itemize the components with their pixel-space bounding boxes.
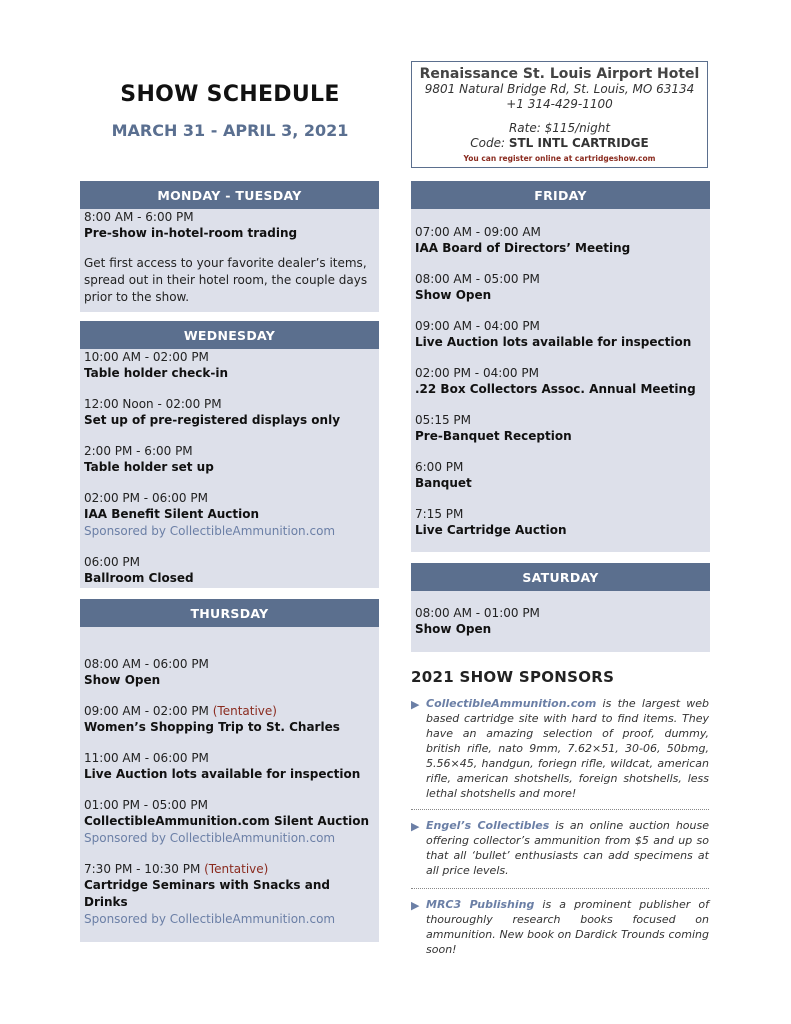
event-name: IAA Board of Directors’ Meeting [415, 241, 631, 255]
schedule-event [84, 396, 375, 429]
saturday-panel [411, 563, 710, 652]
event-sponsor: Sponsored by CollectibleAmmunition.com [84, 831, 336, 845]
schedule-event [415, 459, 706, 492]
schedule-event [84, 209, 375, 306]
event-time: 09:00 AM - 02:00 PM [84, 704, 209, 718]
event-time: 10:00 AM - 02:00 PM [84, 350, 209, 364]
schedule-event [84, 490, 375, 540]
thursday-heading: THURSDAY [80, 599, 379, 627]
schedule-event [84, 861, 375, 928]
event-time: 08:00 AM - 01:00 PM [415, 606, 540, 620]
arrow-right-icon: ▶ [411, 820, 420, 833]
wednesday-heading: WEDNESDAY [80, 321, 379, 349]
saturday-heading: SATURDAY [411, 563, 710, 591]
event-name: Set up of pre-registered displays only [84, 413, 341, 427]
wednesday-panel [80, 321, 379, 588]
sponsor-description: is a prominent publisher of thouroughly research books focused on ammunition. New book on Dardick Trounds coming soon! [426, 898, 709, 956]
event-time: 07:00 AM - 09:00 AM [415, 225, 541, 239]
event-time: 12:00 Noon - 02:00 PM [84, 397, 222, 411]
event-name: .22 Box Collectors Assoc. Annual Meeting [415, 382, 696, 396]
sponsor-name: MRC3 Publishing [426, 898, 535, 911]
event-time: 06:00 PM [84, 555, 140, 569]
arrow-right-icon: ▶ [411, 899, 420, 912]
sponsor-entry [411, 818, 709, 878]
event-time: 2:00 PM - 6:00 PM [84, 444, 193, 458]
event-time: 02:00 PM - 04:00 PM [415, 366, 539, 380]
hotel-code-label: Code: [470, 136, 509, 150]
page-title: SHOW SCHEDULE [120, 82, 340, 107]
event-time: 01:00 PM - 05:00 PM [84, 798, 208, 812]
event-name: Live Auction lots available for inspection [415, 335, 692, 349]
event-sponsor: Sponsored by CollectibleAmmunition.com [84, 912, 336, 926]
show-dates: MARCH 31 - APRIL 3, 2021 [111, 121, 349, 140]
event-time-line [84, 703, 375, 719]
event-time: 6:00 PM [415, 460, 464, 474]
event-name: Pre-show in-hotel-room trading [84, 226, 298, 240]
schedule-event [415, 318, 706, 351]
schedule-event [84, 554, 375, 587]
event-time: 8:00 AM - 6:00 PM [84, 210, 194, 224]
event-time: 09:00 AM - 04:00 PM [415, 319, 540, 333]
event-name: Banquet [415, 476, 472, 490]
event-name: Show Open [84, 673, 161, 687]
tentative-label: (Tentative) [204, 862, 269, 876]
schedule-event [84, 750, 375, 783]
schedule-event [415, 271, 706, 304]
schedule-event [415, 605, 706, 638]
sponsor-name: Engel’s Collectibles [426, 819, 550, 832]
schedule-event [84, 703, 375, 736]
friday-panel [411, 181, 710, 552]
sponsor-entry [411, 897, 709, 957]
event-name: IAA Benefit Silent Auction [84, 507, 260, 521]
arrow-right-icon: ▶ [411, 698, 420, 711]
sponsor-description: is the largest web based cartridge site with hard to find items. They have an amazing selection of proof, dummy, british rifle, nato 9mm, 7.62×51, 30-06, 50bmg, 5.56×45, handgun, foriegn rifle, wildcat, american rifle, american shotshells, foreign shotshells, less lethal shotshells and more! [426, 697, 709, 800]
event-time: 05:15 PM [415, 413, 471, 427]
tentative-label: (Tentative) [212, 704, 277, 718]
friday-heading: FRIDAY [411, 181, 710, 209]
event-name: Table holder set up [84, 460, 214, 474]
event-time: 11:00 AM - 06:00 PM [84, 751, 209, 765]
event-time: 02:00 PM - 06:00 PM [84, 491, 208, 505]
event-time: 7:30 PM - 10:30 PM [84, 862, 201, 876]
divider [411, 809, 709, 810]
schedule-event [84, 797, 375, 847]
hotel-address: 9801 Natural Bridge Rd, St. Louis, MO 63134 [424, 82, 695, 96]
event-name: Pre-Banquet Reception [415, 429, 572, 443]
schedule-event [415, 506, 706, 539]
event-time: 08:00 AM - 05:00 PM [415, 272, 540, 286]
event-time-line [84, 861, 375, 877]
event-name: Women’s Shopping Trip to St. Charles [84, 720, 340, 734]
hotel-phone: +1 314-429-1100 [506, 97, 613, 111]
event-name: Cartridge Seminars with Snacks and Drinks [84, 878, 330, 909]
schedule-event [84, 443, 375, 476]
sponsor-entry [411, 696, 709, 801]
hotel-rate: Rate: $115/night [508, 121, 611, 135]
event-name: CollectibleAmmunition.com Silent Auction [84, 814, 369, 828]
schedule-event [84, 349, 375, 382]
thursday-panel [80, 599, 379, 942]
event-name: Show Open [415, 622, 492, 636]
monday-tuesday-panel [80, 181, 379, 312]
hotel-name: Renaissance St. Louis Airport Hotel [419, 66, 700, 82]
sponsor-description: is an online auction house offering collector’s ammunition from $5 and up so that all ‘bullet’ enthusiasts can add specimens at all price levels. [426, 819, 709, 877]
schedule-event [415, 412, 706, 445]
hotel-info-box [411, 61, 708, 168]
event-name: Show Open [415, 288, 492, 302]
event-name: Table holder check-in [84, 366, 229, 380]
title-block [80, 82, 380, 140]
hotel-code-line [412, 136, 707, 151]
hotel-code: STL INTL CARTRIDGE [508, 136, 649, 150]
schedule-event [415, 365, 706, 398]
sponsors-title: 2021 SHOW SPONSORS [411, 668, 615, 686]
event-description: Get first access to your favorite dealer’s items, spread out in their hotel room, the couple days prior to the show. [84, 256, 368, 304]
monday-tuesday-heading: MONDAY - TUESDAY [80, 181, 379, 209]
schedule-event [84, 656, 375, 689]
event-name: Live Cartridge Auction [415, 523, 567, 537]
event-name: Ballroom Closed [84, 571, 194, 585]
event-time: 7:15 PM [415, 507, 464, 521]
event-name: Live Auction lots available for inspection [84, 767, 361, 781]
schedule-event [415, 224, 706, 257]
register-note: You can register online at cartridgeshow.com [463, 154, 656, 163]
sponsor-name: CollectibleAmmunition.com [426, 697, 597, 710]
divider [411, 888, 709, 889]
event-time: 08:00 AM - 06:00 PM [84, 657, 209, 671]
event-sponsor: Sponsored by CollectibleAmmunition.com [84, 524, 336, 538]
